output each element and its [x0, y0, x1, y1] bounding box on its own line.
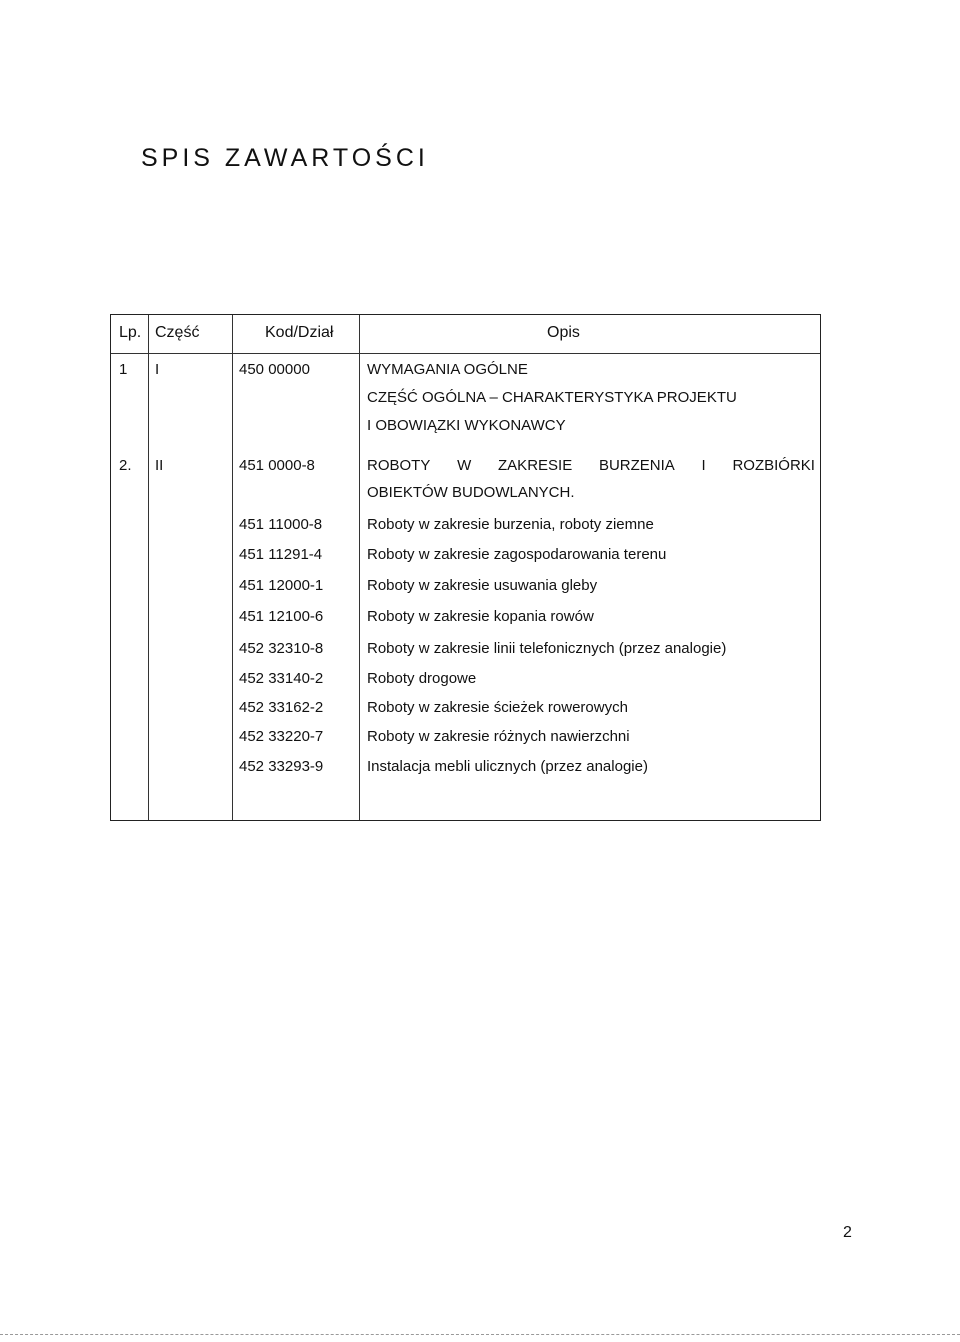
row-desc: Roboty w zakresie linii telefonicznych (przez analogie): [367, 640, 727, 657]
row-code: 451 11000-8: [239, 516, 323, 533]
row-code: 451 11291-4: [239, 546, 323, 563]
header-part: Część: [155, 324, 200, 341]
page-title: SPIS ZAWARTOŚCI: [141, 144, 429, 172]
column-divider: [148, 315, 149, 820]
desc-word: ZAKRESIE: [498, 457, 573, 474]
desc-word: BURZENIA: [598, 457, 675, 474]
group-desc-line: CZĘŚĆ OGÓLNA – CHARAKTERYSTYKA PROJEKTU: [367, 389, 737, 406]
row-desc: Instalacja mebli ulicznych (przez analogie): [367, 758, 648, 775]
group-code: 451 0000-8: [239, 457, 315, 474]
desc-word: I: [701, 457, 706, 474]
header-code: Kod/Dział: [265, 324, 334, 341]
group-desc-line: [367, 457, 815, 475]
desc-word: ROZBIÓRKI: [732, 457, 815, 474]
column-divider: [232, 315, 233, 820]
row-desc: Roboty w zakresie kopania rowów: [367, 608, 594, 625]
group-lp: 2.: [119, 457, 132, 474]
desc-word: W: [457, 457, 472, 474]
row-code: 451 12000-1: [239, 577, 324, 594]
row-code: 452 32310-8: [239, 640, 324, 657]
column-divider: [359, 315, 360, 820]
contents-table: [110, 314, 821, 821]
group-code: 450 00000: [239, 361, 310, 378]
row-code: 452 33220-7: [239, 728, 324, 745]
desc-word: ROBOTY: [367, 457, 431, 474]
row-code: 451 12100-6: [239, 608, 324, 625]
group-desc-line: I OBOWIĄZKI WYKONAWCY: [367, 417, 566, 434]
row-desc: Roboty w zakresie burzenia, roboty ziemne: [367, 516, 654, 533]
row-desc: Roboty drogowe: [367, 670, 477, 687]
row-code: 452 33140-2: [239, 670, 324, 687]
page-number: 2: [843, 1224, 852, 1241]
header-desc: Opis: [547, 324, 580, 341]
row-desc: Roboty w zakresie ścieżek rowerowych: [367, 699, 628, 716]
header-lp: Lp.: [119, 324, 142, 341]
group-lp: 1: [119, 361, 128, 378]
bottom-scan-rule: [0, 1334, 960, 1335]
group-desc-line: WYMAGANIA OGÓLNE: [367, 361, 528, 378]
row-desc: Roboty w zakresie różnych nawierzchni: [367, 728, 630, 745]
row-code: 452 33162-2: [239, 699, 324, 716]
group-desc-line: OBIEKTÓW BUDOWLANYCH.: [367, 484, 575, 501]
header-divider: [111, 353, 820, 354]
row-desc: Roboty w zakresie usuwania gleby: [367, 577, 598, 594]
row-code: 452 33293-9: [239, 758, 324, 775]
row-desc: Roboty w zakresie zagospodarowania terenu: [367, 546, 667, 563]
group-part: I: [155, 361, 160, 378]
group-part: II: [155, 457, 164, 474]
